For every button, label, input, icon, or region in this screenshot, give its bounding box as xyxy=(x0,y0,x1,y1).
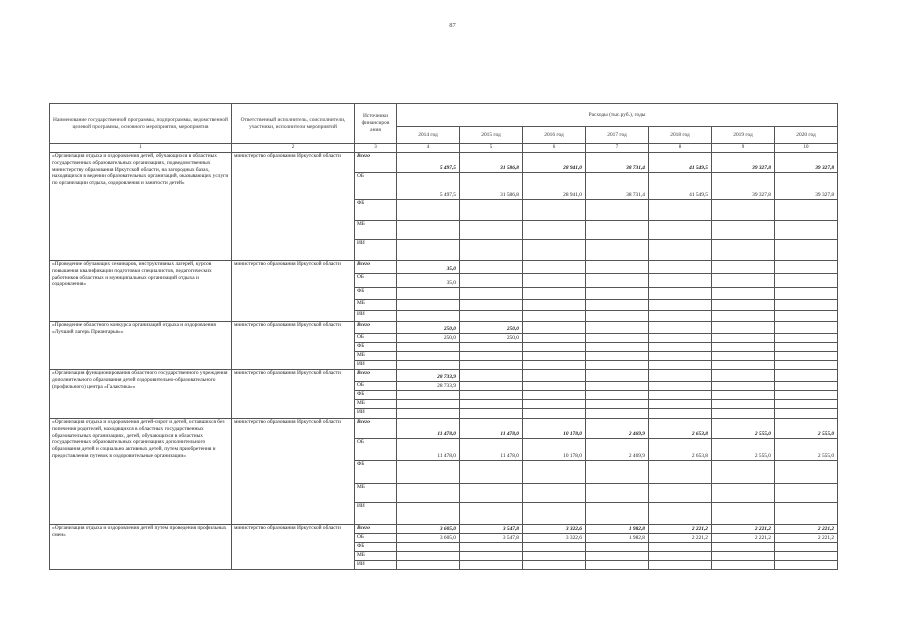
executor-cell: министерство образования Иркутской области xyxy=(232,322,355,370)
table-row xyxy=(50,322,838,334)
amount-cell xyxy=(649,400,712,409)
amount-cell: 28 733,9 xyxy=(397,370,460,382)
amount-cell: 28 941,0 xyxy=(523,173,586,200)
amount-cell xyxy=(775,311,838,322)
amount-cell xyxy=(523,322,586,334)
funding-source-cell: Всего xyxy=(355,322,397,334)
column-index: 8 xyxy=(649,144,712,153)
amount-cell xyxy=(649,484,712,503)
amount-cell xyxy=(523,300,586,311)
amount-cell xyxy=(649,352,712,361)
funding-source-cell: ИИ xyxy=(355,409,397,419)
amount-cell: 2 469,9 xyxy=(586,419,649,439)
amount-cell xyxy=(523,288,586,300)
header-program-name: Наименование государственной программы, подпрограммы, ведомственной целевой программы, основного мероприятия, мероприятия xyxy=(50,104,232,144)
amount-cell xyxy=(397,561,460,570)
column-index: 4 xyxy=(397,144,460,153)
amount-cell xyxy=(460,400,523,409)
amount-cell: 2 221,2 xyxy=(712,525,775,534)
amount-cell: 10 178,0 xyxy=(523,419,586,439)
amount-cell: 3 547,8 xyxy=(460,534,523,543)
amount-cell xyxy=(397,200,460,221)
amount-cell: 5 497,5 xyxy=(397,153,460,173)
funding-source-cell: ФБ xyxy=(355,200,397,221)
amount-cell xyxy=(586,288,649,300)
amount-cell xyxy=(775,334,838,343)
funding-source-cell: ФБ xyxy=(355,288,397,300)
amount-cell xyxy=(523,391,586,400)
executor-cell: министерство образования Иркутской области xyxy=(232,525,355,570)
header-year: 2017 год xyxy=(586,127,649,144)
amount-cell: 2 555,0 xyxy=(712,419,775,439)
amount-cell xyxy=(460,409,523,419)
header-year: 2020 год xyxy=(775,127,838,144)
budget-table xyxy=(49,103,838,570)
amount-cell: 2 555,0 xyxy=(775,419,838,439)
amount-cell xyxy=(586,543,649,552)
funding-source-cell: Всего xyxy=(355,261,397,274)
amount-cell xyxy=(712,484,775,503)
amount-cell xyxy=(775,461,838,484)
funding-source-cell: ИИ xyxy=(355,361,397,370)
amount-cell xyxy=(523,240,586,261)
amount-cell xyxy=(460,200,523,221)
amount-cell xyxy=(586,334,649,343)
amount-cell xyxy=(712,352,775,361)
amount-cell xyxy=(712,391,775,400)
amount-cell xyxy=(649,382,712,391)
funding-source-cell: МБ xyxy=(355,400,397,409)
amount-cell xyxy=(460,352,523,361)
amount-cell: 5 497,5 xyxy=(397,173,460,200)
funding-source-cell: Всего xyxy=(355,153,397,173)
amount-cell xyxy=(712,409,775,419)
amount-cell xyxy=(649,370,712,382)
amount-cell: 1 982,8 xyxy=(586,534,649,543)
amount-cell xyxy=(460,561,523,570)
amount-cell xyxy=(523,561,586,570)
amount-cell xyxy=(775,200,838,221)
amount-cell xyxy=(712,274,775,288)
funding-source-cell: ИИ xyxy=(355,311,397,322)
amount-cell xyxy=(523,484,586,503)
amount-cell xyxy=(775,352,838,361)
table-row xyxy=(50,153,838,173)
program-name-cell: «Организация функционирования областного государственного учреждения дополнительного образования детей оздоровительно-образовательного (профильного) центра «Галактика»» xyxy=(50,370,232,419)
amount-cell xyxy=(775,552,838,561)
amount-cell xyxy=(397,461,460,484)
amount-cell xyxy=(586,274,649,288)
column-index: 1 xyxy=(50,144,232,153)
amount-cell xyxy=(649,288,712,300)
executor-cell: министерство образования Иркутской области xyxy=(232,370,355,419)
program-name-cell: «Проведение обучающих семинаров, инструктивных лагерей, курсов повышения квалификации подготовки специалистов, педагогических работников областных и муниципальных организаций отдыха и оздоровления» xyxy=(50,261,232,322)
amount-cell: 2 221,2 xyxy=(649,534,712,543)
amount-cell xyxy=(460,382,523,391)
amount-cell: 10 178,0 xyxy=(523,439,586,461)
amount-cell: 35,0 xyxy=(397,261,460,274)
funding-source-cell: Всего xyxy=(355,525,397,534)
amount-cell: 2 555,0 xyxy=(712,439,775,461)
program-name-cell: «Организация отдыха и оздоровления детей-сирот и детей, оставшихся без попечения родителей, находящихся в областных государственных образовательных организациях, детей, обучающихся в областных государственных образовательных организациях дополнительного образования детей и социально активных детей, путем приобретения и предоставления путевок в оздоровительные организации» xyxy=(50,419,232,525)
program-name-cell: «Организация отдыха и оздоровления детей путем проведения профильных смен» xyxy=(50,525,232,570)
funding-source-cell: ОБ xyxy=(355,382,397,391)
amount-cell: 3 605,0 xyxy=(397,534,460,543)
amount-cell xyxy=(775,503,838,525)
amount-cell xyxy=(649,311,712,322)
amount-cell: 28 941,0 xyxy=(523,153,586,173)
amount-cell xyxy=(397,300,460,311)
amount-cell xyxy=(712,334,775,343)
funding-source-cell: МБ xyxy=(355,552,397,561)
table-body xyxy=(50,153,838,570)
header-year: 2018 год xyxy=(649,127,712,144)
amount-cell xyxy=(397,288,460,300)
amount-cell: 2 555,0 xyxy=(775,439,838,461)
amount-cell xyxy=(712,300,775,311)
header-year: 2019 год xyxy=(712,127,775,144)
amount-cell xyxy=(649,300,712,311)
amount-cell: 39 327,8 xyxy=(775,153,838,173)
amount-cell xyxy=(775,370,838,382)
table-row xyxy=(50,419,838,439)
amount-cell xyxy=(775,221,838,240)
amount-cell: 39 327,8 xyxy=(712,173,775,200)
header-year: 2016 год xyxy=(523,127,586,144)
amount-cell xyxy=(397,352,460,361)
amount-cell: 3 322,6 xyxy=(523,534,586,543)
amount-cell xyxy=(586,322,649,334)
column-index: 7 xyxy=(586,144,649,153)
amount-cell xyxy=(712,361,775,370)
amount-cell xyxy=(649,409,712,419)
amount-cell xyxy=(712,561,775,570)
amount-cell xyxy=(460,343,523,352)
amount-cell xyxy=(712,382,775,391)
amount-cell xyxy=(649,552,712,561)
amount-cell xyxy=(586,343,649,352)
amount-cell xyxy=(586,409,649,419)
page-number: 87 xyxy=(449,22,456,29)
amount-cell xyxy=(775,400,838,409)
amount-cell xyxy=(523,334,586,343)
amount-cell xyxy=(460,503,523,525)
amount-cell: 250,0 xyxy=(460,322,523,334)
amount-cell xyxy=(523,352,586,361)
amount-cell xyxy=(712,370,775,382)
amount-cell xyxy=(775,274,838,288)
amount-cell xyxy=(649,322,712,334)
amount-cell xyxy=(586,552,649,561)
amount-cell xyxy=(586,221,649,240)
amount-cell xyxy=(460,288,523,300)
amount-cell xyxy=(712,461,775,484)
amount-cell xyxy=(775,261,838,274)
amount-cell xyxy=(523,343,586,352)
amount-cell xyxy=(586,370,649,382)
amount-cell: 38 731,4 xyxy=(586,173,649,200)
amount-cell xyxy=(712,200,775,221)
amount-cell xyxy=(649,240,712,261)
amount-cell xyxy=(649,361,712,370)
amount-cell: 41 549,5 xyxy=(649,173,712,200)
amount-cell xyxy=(586,461,649,484)
amount-cell xyxy=(397,484,460,503)
amount-cell xyxy=(586,352,649,361)
amount-cell xyxy=(523,461,586,484)
amount-cell xyxy=(460,552,523,561)
amount-cell xyxy=(649,334,712,343)
amount-cell: 250,0 xyxy=(460,334,523,343)
amount-cell xyxy=(523,382,586,391)
amount-cell: 11 478,0 xyxy=(397,439,460,461)
amount-cell: 3 322,6 xyxy=(523,525,586,534)
amount-cell xyxy=(397,221,460,240)
executor-cell: министерство образования Иркутской области xyxy=(232,153,355,261)
amount-cell xyxy=(712,503,775,525)
amount-cell xyxy=(712,400,775,409)
column-index: 2 xyxy=(232,144,355,153)
amount-cell xyxy=(523,409,586,419)
amount-cell xyxy=(712,552,775,561)
amount-cell: 11 478,0 xyxy=(397,419,460,439)
amount-cell: 11 478,0 xyxy=(460,419,523,439)
amount-cell: 2 469,9 xyxy=(586,439,649,461)
amount-cell xyxy=(649,461,712,484)
header-funding-source: Источники финансиров ания xyxy=(355,104,397,144)
column-index: 6 xyxy=(523,144,586,153)
amount-cell xyxy=(649,543,712,552)
amount-cell xyxy=(649,200,712,221)
amount-cell: 39 327,8 xyxy=(712,153,775,173)
amount-cell: 2 221,2 xyxy=(649,525,712,534)
funding-source-cell: Всего xyxy=(355,419,397,439)
amount-cell xyxy=(649,503,712,525)
amount-cell xyxy=(523,200,586,221)
amount-cell xyxy=(397,409,460,419)
amount-cell xyxy=(397,552,460,561)
funding-source-cell: ОБ xyxy=(355,439,397,461)
amount-cell xyxy=(460,484,523,503)
amount-cell xyxy=(397,391,460,400)
amount-cell xyxy=(460,461,523,484)
amount-cell xyxy=(523,552,586,561)
amount-cell xyxy=(586,391,649,400)
amount-cell: 28 733,9 xyxy=(397,382,460,391)
amount-cell xyxy=(460,543,523,552)
amount-cell xyxy=(586,200,649,221)
amount-cell xyxy=(712,543,775,552)
amount-cell xyxy=(586,503,649,525)
amount-cell xyxy=(523,400,586,409)
amount-cell xyxy=(523,370,586,382)
amount-cell xyxy=(523,361,586,370)
amount-cell: 39 327,8 xyxy=(775,173,838,200)
amount-cell xyxy=(775,300,838,311)
amount-cell xyxy=(775,288,838,300)
program-name-cell: «Проведение областного конкурса организаций отдыха и оздоровления «Лучший лагерь Приангарья»» xyxy=(50,322,232,370)
executor-cell: министерство образования Иркутской области xyxy=(232,419,355,525)
funding-source-cell: ОБ xyxy=(355,334,397,343)
amount-cell xyxy=(523,261,586,274)
table-row xyxy=(50,370,838,382)
amount-cell xyxy=(460,370,523,382)
amount-cell xyxy=(397,343,460,352)
funding-source-cell: МБ xyxy=(355,300,397,311)
funding-source-cell: МБ xyxy=(355,484,397,503)
amount-cell: 3 605,0 xyxy=(397,525,460,534)
amount-cell xyxy=(649,221,712,240)
amount-cell xyxy=(397,361,460,370)
amount-cell: 2 653,8 xyxy=(649,439,712,461)
amount-cell xyxy=(649,274,712,288)
table-row xyxy=(50,525,838,534)
amount-cell xyxy=(586,311,649,322)
funding-source-cell: ФБ xyxy=(355,543,397,552)
column-index: 9 xyxy=(712,144,775,153)
amount-cell: 35,0 xyxy=(397,274,460,288)
amount-cell: 31 586,8 xyxy=(460,153,523,173)
amount-cell: 2 221,2 xyxy=(775,534,838,543)
funding-source-cell: МБ xyxy=(355,221,397,240)
amount-cell xyxy=(523,274,586,288)
amount-cell xyxy=(397,503,460,525)
funding-source-cell: ФБ xyxy=(355,391,397,400)
amount-cell: 38 731,4 xyxy=(586,153,649,173)
amount-cell xyxy=(460,311,523,322)
funding-source-cell: МБ xyxy=(355,352,397,361)
amount-cell: 11 478,0 xyxy=(460,439,523,461)
amount-cell xyxy=(460,261,523,274)
amount-cell: 2 221,2 xyxy=(775,525,838,534)
amount-cell xyxy=(712,343,775,352)
amount-cell: 2 653,8 xyxy=(649,419,712,439)
funding-source-cell: ФБ xyxy=(355,343,397,352)
amount-cell xyxy=(586,561,649,570)
amount-cell xyxy=(649,391,712,400)
column-index: 10 xyxy=(775,144,838,153)
amount-cell: 2 221,2 xyxy=(712,534,775,543)
header-year: 2015 год xyxy=(460,127,523,144)
amount-cell xyxy=(523,311,586,322)
amount-cell xyxy=(649,343,712,352)
amount-cell xyxy=(586,400,649,409)
funding-source-cell: ИИ xyxy=(355,561,397,570)
amount-cell: 31 586,8 xyxy=(460,173,523,200)
amount-cell: 250,0 xyxy=(397,322,460,334)
amount-cell xyxy=(523,503,586,525)
header-executor: Ответственный исполнитель, соисполнители, участники, исполнители мероприятий xyxy=(232,104,355,144)
column-index: 3 xyxy=(355,144,397,153)
amount-cell xyxy=(712,221,775,240)
amount-cell xyxy=(523,221,586,240)
funding-source-cell: ОБ xyxy=(355,173,397,200)
funding-source-cell: ИИ xyxy=(355,503,397,525)
amount-cell xyxy=(775,240,838,261)
amount-cell xyxy=(712,288,775,300)
amount-cell xyxy=(523,543,586,552)
amount-cell xyxy=(712,322,775,334)
amount-cell xyxy=(775,409,838,419)
amount-cell xyxy=(586,240,649,261)
amount-cell xyxy=(775,322,838,334)
amount-cell: 3 547,8 xyxy=(460,525,523,534)
amount-cell xyxy=(397,400,460,409)
amount-cell xyxy=(712,240,775,261)
amount-cell xyxy=(460,274,523,288)
amount-cell xyxy=(586,484,649,503)
amount-cell xyxy=(649,561,712,570)
amount-cell xyxy=(586,361,649,370)
header-year: 2014 год xyxy=(397,127,460,144)
amount-cell xyxy=(775,361,838,370)
amount-cell xyxy=(649,261,712,274)
amount-cell xyxy=(775,391,838,400)
amount-cell xyxy=(712,311,775,322)
funding-source-cell: ФБ xyxy=(355,461,397,484)
amount-cell xyxy=(775,543,838,552)
funding-source-cell: ОБ xyxy=(355,534,397,543)
amount-cell xyxy=(586,261,649,274)
amount-cell xyxy=(460,240,523,261)
amount-cell xyxy=(775,382,838,391)
amount-cell xyxy=(586,382,649,391)
amount-cell xyxy=(397,543,460,552)
amount-cell xyxy=(775,484,838,503)
funding-source-cell: ИИ xyxy=(355,240,397,261)
amount-cell xyxy=(460,391,523,400)
amount-cell xyxy=(712,261,775,274)
header-expenses: Расходы (тыс.руб.), годы xyxy=(397,104,838,127)
amount-cell xyxy=(586,300,649,311)
amount-cell: 41 549,5 xyxy=(649,153,712,173)
column-index: 5 xyxy=(460,144,523,153)
funding-source-cell: Всего xyxy=(355,370,397,382)
amount-cell: 1 982,8 xyxy=(586,525,649,534)
table-row xyxy=(50,261,838,274)
executor-cell: министерство образования Иркутской области xyxy=(232,261,355,322)
amount-cell xyxy=(397,311,460,322)
funding-source-cell: ОБ xyxy=(355,274,397,288)
amount-cell: 250,0 xyxy=(397,334,460,343)
amount-cell xyxy=(397,240,460,261)
amount-cell xyxy=(775,343,838,352)
amount-cell xyxy=(460,361,523,370)
amount-cell xyxy=(775,561,838,570)
amount-cell xyxy=(460,300,523,311)
program-name-cell: «Организация отдыха и оздоровления детей, обучающихся в областных государственных образовательных организациях, подведомственных министерству образования Иркутской области, на загородных базах, находящихся в ведении образовательных организаций, оказывающих услуги по организации отдыха, оздоровления и занятости детей» xyxy=(50,153,232,261)
amount-cell xyxy=(460,221,523,240)
